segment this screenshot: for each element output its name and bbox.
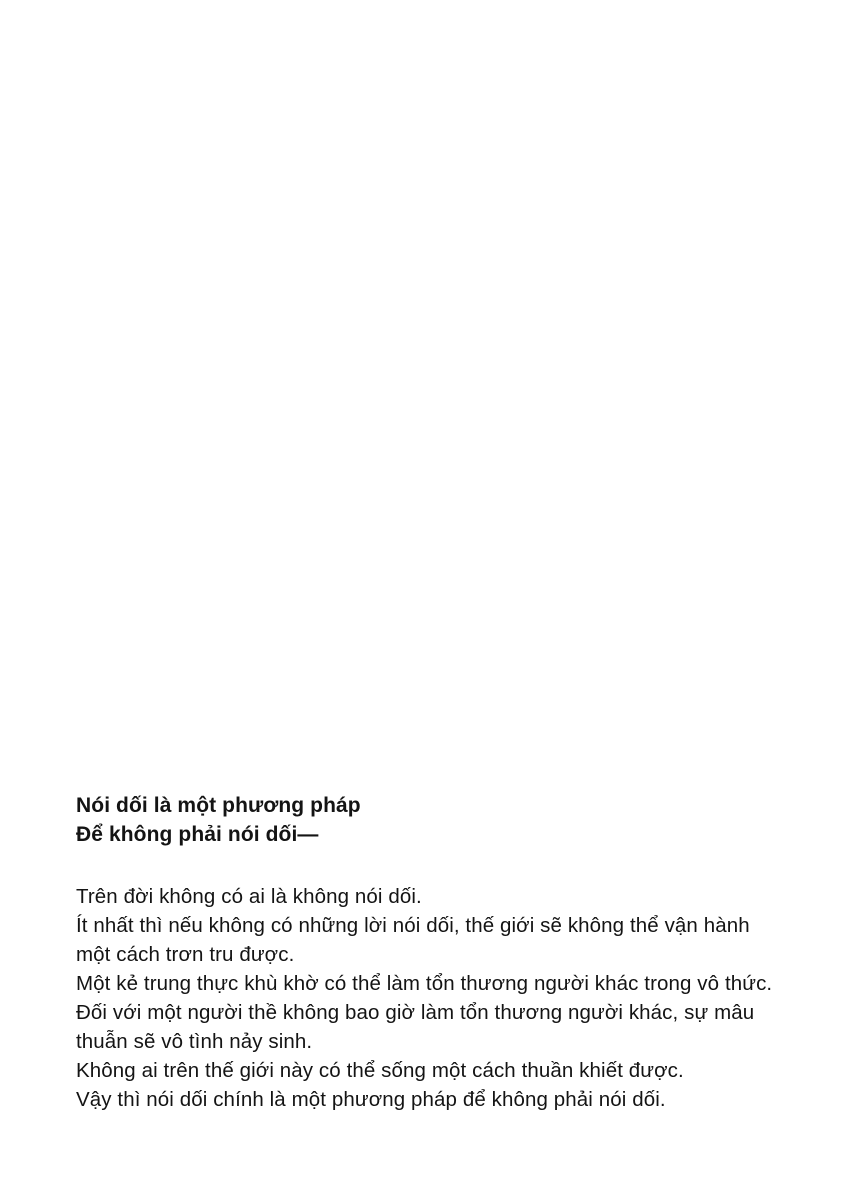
title-line: Để không phải nói dối— (76, 823, 319, 846)
text-line: Trên đời không có ai là không nói dối. (76, 885, 422, 908)
text-line: Một kẻ trung thực khù khờ có thể làm tổn thương người khác trong vô thức. (76, 972, 773, 995)
text-line: Đối với một người thề không bao giờ làm tổn thương người khác, sự mâu (76, 1001, 755, 1024)
text-line: Vậy thì nói dối chính là một phương pháp để không phải nói dối. (76, 1088, 666, 1111)
text-line: Ít nhất thì nếu không có những lời nói dối, thế giới sẽ không thể vận hành (76, 914, 750, 937)
text-line: một cách trơn tru được. (76, 943, 295, 966)
text-line: Không ai trên thế giới này có thể sống một cách thuần khiết được. (76, 1059, 684, 1082)
title-line: Nói dối là một phương pháp (76, 794, 361, 817)
text-line: thuẫn sẽ vô tình nảy sinh. (76, 1030, 313, 1053)
paragraph (76, 882, 796, 1114)
title (76, 791, 796, 849)
text-block (76, 791, 796, 1114)
